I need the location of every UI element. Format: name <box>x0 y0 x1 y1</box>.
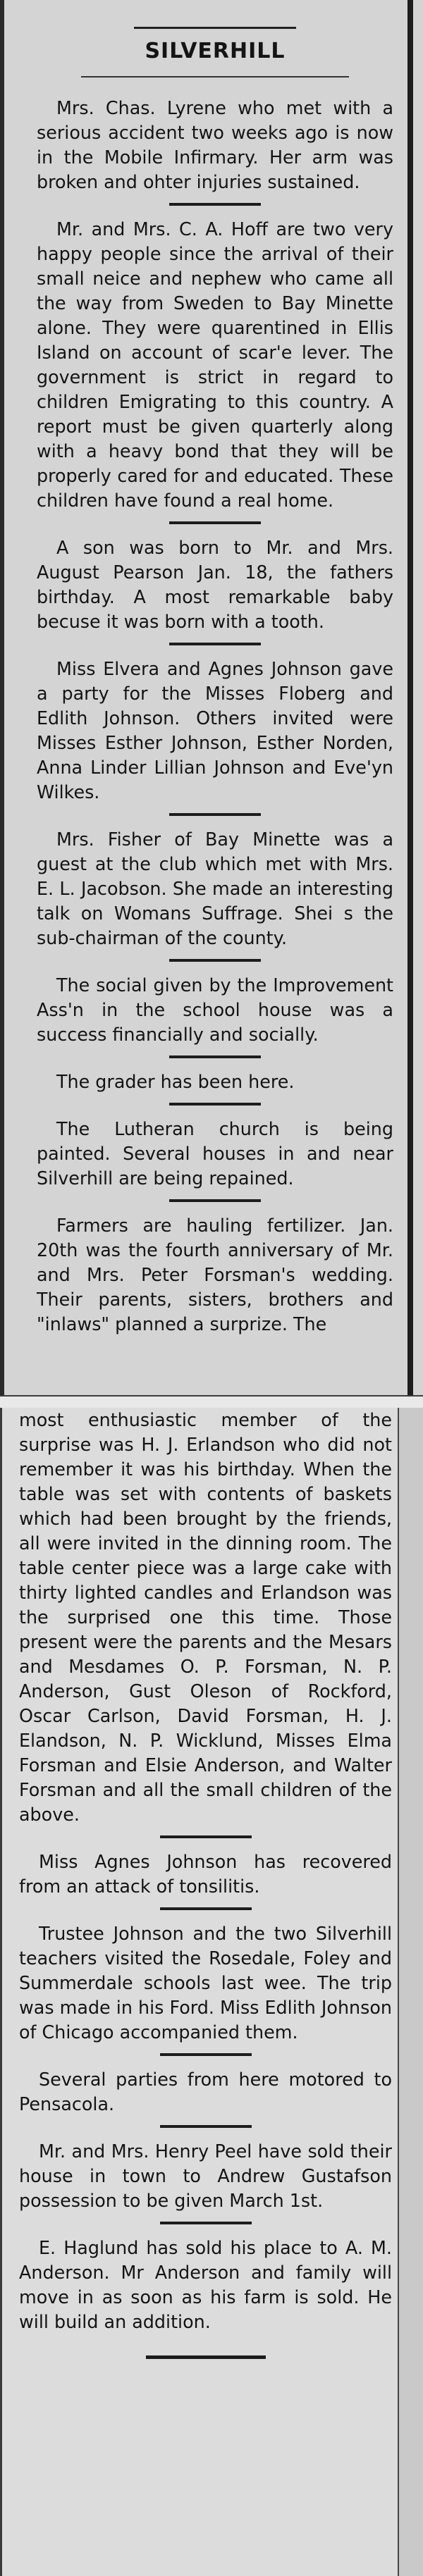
item-separator <box>169 1103 261 1106</box>
item-separator <box>160 2222 252 2224</box>
adjacent-column-edge <box>398 1408 423 2576</box>
news-item-farmers: Farmers are hauling fertilizer. Jan. 20th was the fourth anniversary of Mr. and Mrs. Peter Forsman's wedding. Their parents, sisters, brothers and "inlaws" planned a surprize. The <box>37 1215 393 1335</box>
column-rule <box>407 0 413 1395</box>
top-rule <box>134 27 296 29</box>
headline-rule <box>81 76 349 78</box>
news-item-pensacola: Several parties from here motored to Pensacola. <box>19 2069 392 2114</box>
news-item-peel: Mr. and Mrs. Henry Peel have sold their house in town to Andrew Gustafson possession to be given March 1st. <box>19 2141 392 2211</box>
item-separator <box>160 1907 252 1910</box>
news-item-party: Miss Elvera and Agnes Johnson gave a party for the Misses Floberg and Edlith Johnson. Others invited were Misses Esther Johnson, Esther Norden, Anna Linder Lillian Johnson and Eve'yn Wilkes. <box>37 658 393 803</box>
item-separator <box>169 1055 261 1058</box>
news-item-hoff: Mr. and Mrs. C. A. Hoff are two very happy people since the arrival of their small neice and nephew who came all the way from Sweden to Bay Minette alone. They were quarentined in Ellis Island on account of scar'e lever. The government is strict in regard to children Emigrating to this country. A report must be given quarterly along with a heavy bond that they will be properly cared for and educated. These children have found a real home. <box>37 218 393 511</box>
item-separator <box>169 1199 261 1202</box>
item-separator <box>160 1835 252 1838</box>
news-item-birth: A son was born to Mr. and Mrs. August Pearson Jan. 18, the fathers birthday. A most remarkable baby becuse it was born with a tooth. <box>37 537 393 632</box>
news-item-surprise-continued: most enthusiastic member of the surprise was H. J. Erlandson who did not remember it was his birthday. When the table was set with contents of baskets which had been brought by the friends, all were invited in the dinning room. The table center piece was a large cake with thirty lighted candles and Erlandson was the surprised one this time. Those present were the parents and the Mesars and Mesdames O. P. Forsman, N. P. Anderson, Gust Oleson of Rockford, Oscar Carlson, David Forsman, H. J. Elandson, N. P. Wicklund, Misses Elma Forsman and Elsie Anderson, and Walter Forsman and all the small children of the above. <box>19 1409 392 1825</box>
news-item-accident: Mrs. Chas. Lyrene who met with a serious accident two weeks ago is now in the Mobile Infirmary. Her arm was broken and ohter injuries sustained. <box>37 97 393 192</box>
item-separator <box>169 643 261 645</box>
article-bottom-clipping <box>0 1408 423 2576</box>
item-separator <box>169 813 261 816</box>
news-item-teachers: Trustee Johnson and the two Silverhill teachers visited the Rosedale, Foley and Summerdale schools last wee. The trip was made in his Ford. Miss Edlith Johnson of Chicago accompanied them. <box>19 1923 392 2043</box>
item-separator <box>160 2053 252 2056</box>
news-item-haglund: E. Haglund has sold his place to A. M. Anderson. Mr Anderson and family will move in as soon as his farm is sold. He will build an addition. <box>19 2237 392 2332</box>
news-item-fisher: Mrs. Fisher of Bay Minette was a guest at the club which met with Mrs. E. L. Jacobson. She made an interesting talk on Womans Suffrage. Shei s the sub-chairman of the county. <box>37 829 393 948</box>
end-rule <box>146 2355 266 2359</box>
headline: SILVERHILL <box>145 39 286 63</box>
item-separator <box>169 521 261 524</box>
item-separator <box>160 2125 252 2128</box>
item-separator <box>169 959 261 962</box>
news-item-social: The social given by the Improvement Ass'n in the school house was a success financially and socially. <box>37 974 393 1045</box>
item-separator <box>169 203 261 206</box>
news-item-church: The Lutheran church is being painted. Several houses in and near Silverhill are being repained. <box>37 1118 393 1189</box>
news-item-tonsilitis: Miss Agnes Johnson has recovered from an attack of tonsilitis. <box>19 1851 392 1897</box>
news-item-grader: The grader has been here. <box>56 1071 295 1092</box>
